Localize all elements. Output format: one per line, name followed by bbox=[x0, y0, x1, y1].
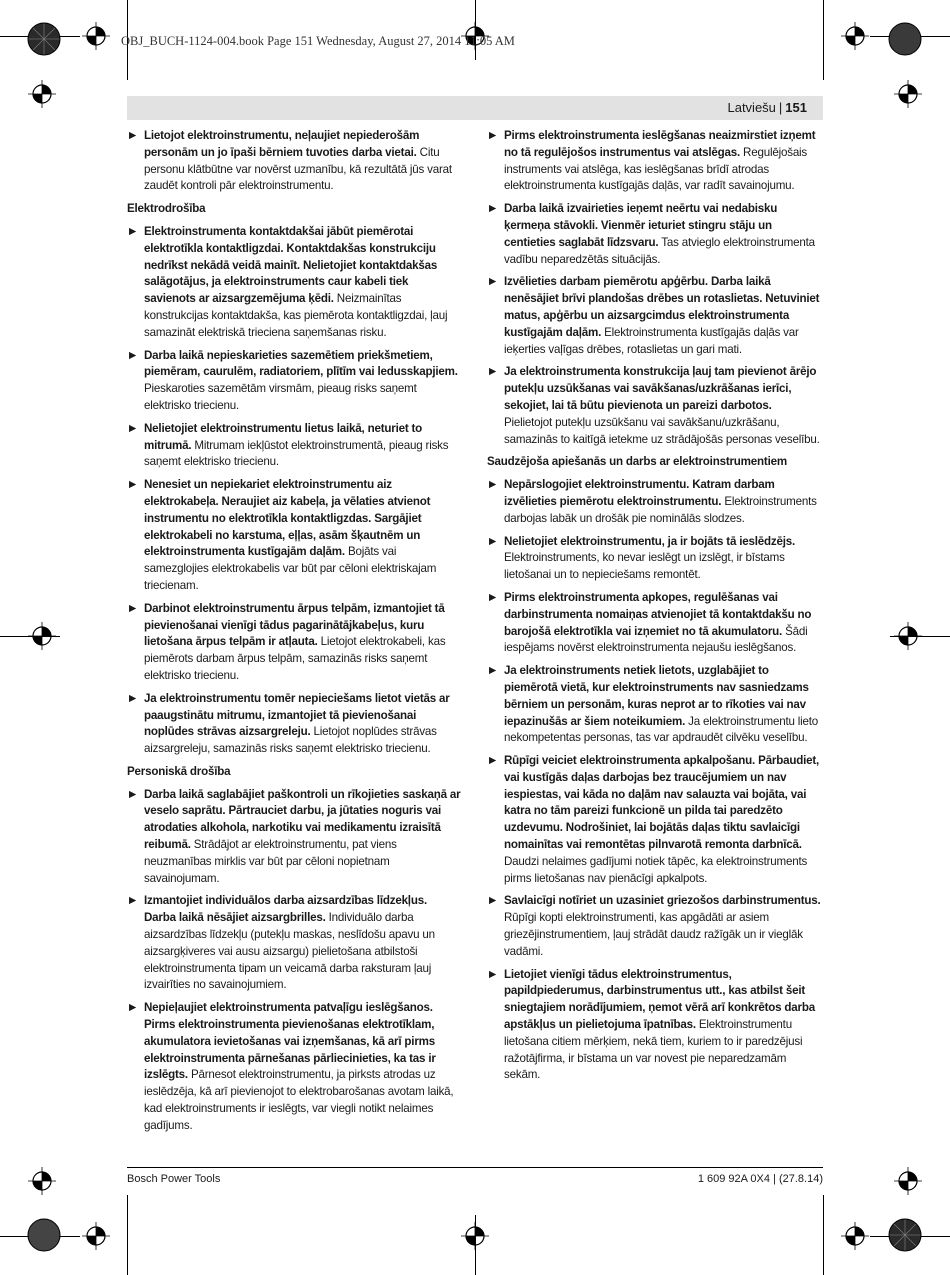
color-bar-disc-icon bbox=[888, 1218, 922, 1252]
safety-instruction bbox=[127, 348, 461, 415]
section-heading: Personiskā drošība bbox=[127, 764, 231, 778]
bullet-triangle-icon: ▶ bbox=[129, 602, 137, 614]
instruction-bold: Izmantojiet individuālos darba aizsardzības līdzekļus. Darba laikā nēsājiet aizsargbrilles. bbox=[144, 894, 427, 925]
instruction-text: Bojāts vai samezglojies elektrokabelis var būt par cēloni elektriskajam triecienam. bbox=[144, 545, 437, 592]
instruction-bold: Elektroinstrumenta kontaktdakšai jābūt piemērotai elektrotīkla kontaktligzdai. Kontaktdakšas konstrukciju nedrīkst nekādā veidā mainīt. Nelietojiet kontaktdakšas salāgotājus, ja elektroinstruments caur kabeli tiek savienots ar aizsargzemējuma ķēdi. bbox=[144, 224, 438, 306]
safety-instruction bbox=[487, 590, 821, 657]
instruction-bold: Nenesiet un nepiekariet elektroinstrumentu aiz elektrokabeļa. Neraujiet aiz kabeļa, ja vēlaties atvienot instrumentu no elektrotīkla kontaktligzdas. Sargājiet elektrokabeli no karstuma, eļļas, asām šķautnēm un elektroinstrumenta kustīgajām daļām. bbox=[144, 478, 431, 559]
instruction-text: Daudzi nelaimes gadījumi notiek tāpēc, ka elektroinstruments pirms lietošanas nav pienācīgi apkalpots. bbox=[504, 854, 808, 885]
instruction-bold: Darbinot elektroinstrumentu ārpus telpām, izmantojiet tā pievienošanai vienīgi tādus pagarinātājkabeļus, kuru lietošana ārpus telpām ir atļauta. bbox=[144, 601, 445, 649]
color-bar-disc-icon bbox=[27, 22, 61, 56]
header-separator: | bbox=[778, 100, 783, 115]
bullet-triangle-icon: ▶ bbox=[489, 968, 497, 980]
instruction-bold: Pirms elektroinstrumenta ieslēgšanas neaizmirstiet izņemt no tā regulējošos instrumentus vai atslēgas. bbox=[504, 129, 816, 159]
registration-mark-icon bbox=[82, 1222, 110, 1250]
instruction-text: Šādi iespējams novērst elektroinstrumenta nejaušu ieslēgšanos. bbox=[504, 624, 808, 655]
instruction-bold: Ja elektroinstrumentu tomēr nepieciešams lietot vietās ar paaugstinātu mitrumu, izmantojiet tā pievienošanai noplūdes strāvas aizsargreleju. bbox=[144, 691, 450, 739]
safety-instruction bbox=[487, 477, 821, 527]
bullet-triangle-icon: ▶ bbox=[129, 895, 137, 907]
instruction-bold: Ja elektroinstruments netiek lietots, uzglabājiet to piemērotā vietā, kur elektroinstruments nav sasniedzams bērniem un personām, kuras neprot ar to rīkoties vai nav iepazinušās ar šiem noteikumiem. bbox=[504, 664, 809, 728]
instruction-bold: Savlaicīgi notīriet un uzasiniet griezošos darbinstrumentus. bbox=[504, 894, 821, 908]
instruction-bold: Nelietojiet elektroinstrumentu lietus laikā, neturiet to mitrumā. bbox=[144, 421, 423, 452]
section-heading: Saudzējoša apiešanās un darbs ar elektroinstrumentiem bbox=[487, 455, 787, 469]
registration-mark-icon bbox=[28, 80, 56, 108]
registration-mark-icon bbox=[461, 1222, 489, 1250]
bullet-triangle-icon: ▶ bbox=[489, 203, 497, 215]
bullet-triangle-icon: ▶ bbox=[489, 479, 497, 491]
safety-instruction bbox=[487, 663, 821, 747]
instruction-bold: Lietojot elektroinstrumentu, neļaujiet nepiederošām personām un jo īpaši bērniem tuvoties darba vietai. bbox=[144, 129, 420, 159]
instruction-text: Citu personu klātbūtne var novērst uzmanību, kā rezultātā jūs varat zaudēt kontroli pār elektroinstrumentu. bbox=[144, 145, 452, 193]
registration-mark-icon bbox=[82, 22, 110, 50]
bullet-triangle-icon: ▶ bbox=[489, 591, 497, 603]
instruction-text: Mitrumam iekļūstot elektroinstrumentā, pieaug risks saņemt elektrisko triecienu. bbox=[144, 438, 449, 469]
safety-instruction bbox=[487, 893, 821, 960]
instruction-text: Elektroinstrumenta kustīgajās daļās var ieķerties vaļīgas drēbes, rotaslietas un gari mati. bbox=[504, 325, 799, 356]
bullet-triangle-icon: ▶ bbox=[129, 1002, 137, 1014]
instruction-text: Elektroinstruments, ko nevar ieslēgt un izslēgt, ir bīstams lietošanai un to nepieciešams remontēt. bbox=[504, 551, 785, 582]
instruction-text: Lietojot elektrokabeli, kas piemērots darbam ārpus telpām, samazinās risks saņemt elektrisko triecienu. bbox=[144, 635, 446, 682]
registration-mark-icon bbox=[894, 80, 922, 108]
language-label: Latviešu bbox=[727, 100, 776, 115]
safety-instruction bbox=[127, 893, 461, 994]
safety-instruction bbox=[487, 967, 821, 1085]
color-bar-disc-icon bbox=[27, 1218, 61, 1252]
section-heading: Elektrodrošība bbox=[127, 202, 206, 216]
instruction-bold: Nepieļaujiet elektroinstrumenta patvaļīgu ieslēgšanos. Pirms elektroinstrumenta pievienošanas elektrotīklam, akumulatora ievietošanas vai izņemšanas, kā arī pirms elektroinstrumenta pārnešanas pārliecinieties, ka tas ir izslēgts. bbox=[144, 1001, 436, 1082]
page-header-text bbox=[727, 100, 807, 115]
footer-rule bbox=[127, 1167, 823, 1168]
instruction-text: Elektroinstruments darbojas labāk un drošāk pie nominālās slodzes. bbox=[504, 494, 817, 525]
instruction-bold: Lietojiet vienīgi tādus elektroinstrumentus, papildpiederumus, darbinstrumentus utt., kas atbilst šeit sniegtajiem norādījumiem, ņemot vērā arī konkrētos darba apstākļus un pielietojuma īpatnības. bbox=[504, 967, 815, 1032]
registration-mark-icon bbox=[894, 1167, 922, 1195]
instruction-text: Elektroinstrumentu lietošana citiem mērķiem, nekā tiem, kuriem to ir paredzējusi ražotājfirma, ir bīstama un var novest pie neparedzamām sekām. bbox=[504, 1018, 803, 1082]
page-header bbox=[127, 96, 823, 120]
safety-instruction bbox=[487, 128, 821, 195]
bullet-triangle-icon: ▶ bbox=[489, 366, 497, 378]
instruction-text: Strādājot ar elektroinstrumentu, pat viens neuzmanības mirklis var būt par cēloni nopietnam savainojumam. bbox=[144, 838, 397, 885]
bullet-triangle-icon: ▶ bbox=[489, 755, 497, 767]
instruction-text: Rūpīgi kopti elektroinstrumenti, kas apgādāti ar asiem griezējinstrumentiem, ļauj strādāt daudz ražīgāk un ir vieglāk vadāmi. bbox=[504, 911, 803, 958]
safety-instruction bbox=[127, 477, 461, 595]
instruction-text: Lietojot noplūdes strāvas aizsargreleju, samazinās risks saņemt elektrisko triecienu. bbox=[144, 725, 437, 756]
bullet-triangle-icon: ▶ bbox=[489, 535, 497, 547]
instruction-text: Individuālo darba aizsardzības līdzekļu (putekļu maskas, neslīdošu apavu un aizsargķiveres vai ausu aizsargu) pielietošana atbilstoši elektroinstrumenta tipam un veicamā darba raksturam ļauj izvairīties no savainojumiem. bbox=[144, 911, 435, 992]
bullet-triangle-icon: ▶ bbox=[129, 225, 137, 237]
left-column bbox=[127, 128, 461, 1141]
bullet-triangle-icon: ▶ bbox=[489, 276, 497, 288]
safety-instruction bbox=[127, 787, 461, 888]
registration-mark-icon bbox=[894, 622, 922, 650]
page-number: 151 bbox=[785, 100, 807, 115]
safety-instruction bbox=[487, 201, 821, 268]
instruction-bold: Darba laikā nepieskarieties sazemētiem priekšmetiem, piemēram, caurulēm, radiatoriem, plītīm vai ledusskapjiem. bbox=[144, 348, 458, 379]
instruction-text: Pielietojot putekļu uzsūkšanu vai savākšanu/uzkrāšanu, samazinās to kaitīgā ietekme uz strādājošās personas veselību. bbox=[504, 415, 820, 446]
safety-instruction bbox=[127, 1000, 461, 1134]
instruction-bold: Rūpīgi veiciet elektroinstrumenta apkalpošanu. Pārbaudiet, vai kustīgās daļas darbojas bez traucējumiem un nav iespiestas, vai kāda no daļām nav salauzta vai bojāta, vai katra no tām pareizi funkcionē un pilda tai paredzēto uzdevumu. Nodrošiniet, lai bojātās daļas tiktu savlaicīgi nomainītas vai remontētas pilnvarotā remonta darbnīcā. bbox=[504, 754, 820, 852]
instruction-text: Pieskaroties sazemētām virsmām, pieaug risks saņemt elektrisko triecienu. bbox=[144, 382, 417, 412]
instruction-bold: Izvēlieties darbam piemērotu apģērbu. Darba laikā nenēsājiet brīvi plandošas drēbes un rotaslietas. Netuviniet matus, apģērbu un aizsargcimdus elektroinstrumenta kustīgajām daļām. bbox=[504, 275, 820, 339]
instruction-text: Neizmainītas konstrukcijas kontaktdakša, kas piemērota kontaktligzdai, ļauj samazināt elektriskā trieciena saņemšanas risku. bbox=[144, 292, 448, 339]
registration-mark-icon bbox=[28, 622, 56, 650]
instruction-text: Ja elektroinstrumentu lieto nekompetentas personas, tas var apdraudēt cilvēku veselību. bbox=[504, 714, 819, 745]
bullet-triangle-icon: ▶ bbox=[129, 692, 137, 704]
registration-mark-icon bbox=[28, 1167, 56, 1195]
book-slug-line: OBJ_BUCH-1124-004.book Page 151 Wednesday, August 27, 2014 11:05 AM bbox=[121, 34, 515, 48]
footer-doc-number: 1 609 92A 0X4 | (27.8.14) bbox=[697, 1173, 823, 1185]
bullet-triangle-icon: ▶ bbox=[489, 665, 497, 677]
registration-mark-icon bbox=[841, 1222, 869, 1250]
bullet-triangle-icon: ▶ bbox=[129, 422, 137, 434]
instruction-bold: Darba laikā saglabājiet paškontroli un rīkojieties saskaņā ar veselo saprātu. Pārtrauciet darbu, ja jūtaties noguris vai atrodaties alkohola, narkotiku vai medikamentu izraisītā reibumā. bbox=[144, 787, 461, 852]
safety-instruction bbox=[487, 274, 821, 358]
safety-instruction bbox=[487, 753, 821, 887]
safety-instruction bbox=[127, 691, 461, 758]
instruction-text: Regulējošais instruments vai atslēga, kas ieslēgšanas brīdī atrodas elektroinstrumenta kustīgajās daļās, var radīt savainojumu. bbox=[504, 145, 808, 193]
bullet-triangle-icon: ▶ bbox=[489, 130, 497, 141]
bullet-triangle-icon: ▶ bbox=[489, 895, 497, 907]
bullet-triangle-icon: ▶ bbox=[129, 479, 137, 491]
safety-instruction bbox=[127, 128, 461, 195]
instruction-bold: Nelietojiet elektroinstrumentu, ja ir bojāts tā ieslēdzējs. bbox=[504, 534, 796, 548]
bullet-triangle-icon: ▶ bbox=[129, 349, 137, 361]
bullet-triangle-icon: ▶ bbox=[129, 788, 137, 800]
safety-instruction bbox=[127, 224, 461, 342]
bullet-triangle-icon: ▶ bbox=[129, 130, 137, 141]
instruction-bold: Ja elektroinstrumenta konstrukcija ļauj tam pievienot ārējo putekļu uzsūkšanas vai savākšanas/uzkrāšanas ierīci, sekojiet, lai tā būtu pievienota un pareizi darbotos. bbox=[504, 365, 817, 412]
safety-instruction bbox=[127, 601, 461, 685]
instruction-bold: Pirms elektroinstrumenta apkopes, regulēšanas vai darbinstrumenta nomaiņas atvienojiet tā kontaktdakšu no barojošā elektrotīkla vai izņemiet no tā akumulatoru. bbox=[504, 590, 812, 638]
footer-brand: Bosch Power Tools bbox=[127, 1173, 221, 1185]
safety-instruction bbox=[487, 534, 821, 584]
safety-instruction bbox=[127, 421, 461, 471]
registration-mark-icon bbox=[841, 22, 869, 50]
instruction-bold: Nepārslogojiet elektroinstrumentu. Katram darbam izvēlieties piemērotu elektroinstrumentu. bbox=[504, 478, 775, 508]
instruction-text: Tas atvieglo elektroinstrumenta vadību neparedzētās situācijās. bbox=[504, 235, 815, 266]
instruction-bold: Darba laikā izvairieties ieņemt neērtu vai nedabisku ķermeņa stāvokli. Vienmēr ieturiet stingru stāju un centieties saglabāt līdzsvaru. bbox=[504, 202, 778, 249]
color-bar-disc-icon bbox=[888, 22, 922, 56]
safety-instruction bbox=[487, 364, 821, 448]
right-column bbox=[487, 128, 821, 1090]
instruction-text: Pārnesot elektroinstrumentu, ja pirksts atrodas uz ieslēdzēja, kā arī pievienojot to elektrobarošanas avotam laikā, kad elektroinstruments ir ieslēgts, var viegli notikt nelaimes gadījums. bbox=[144, 1068, 454, 1132]
